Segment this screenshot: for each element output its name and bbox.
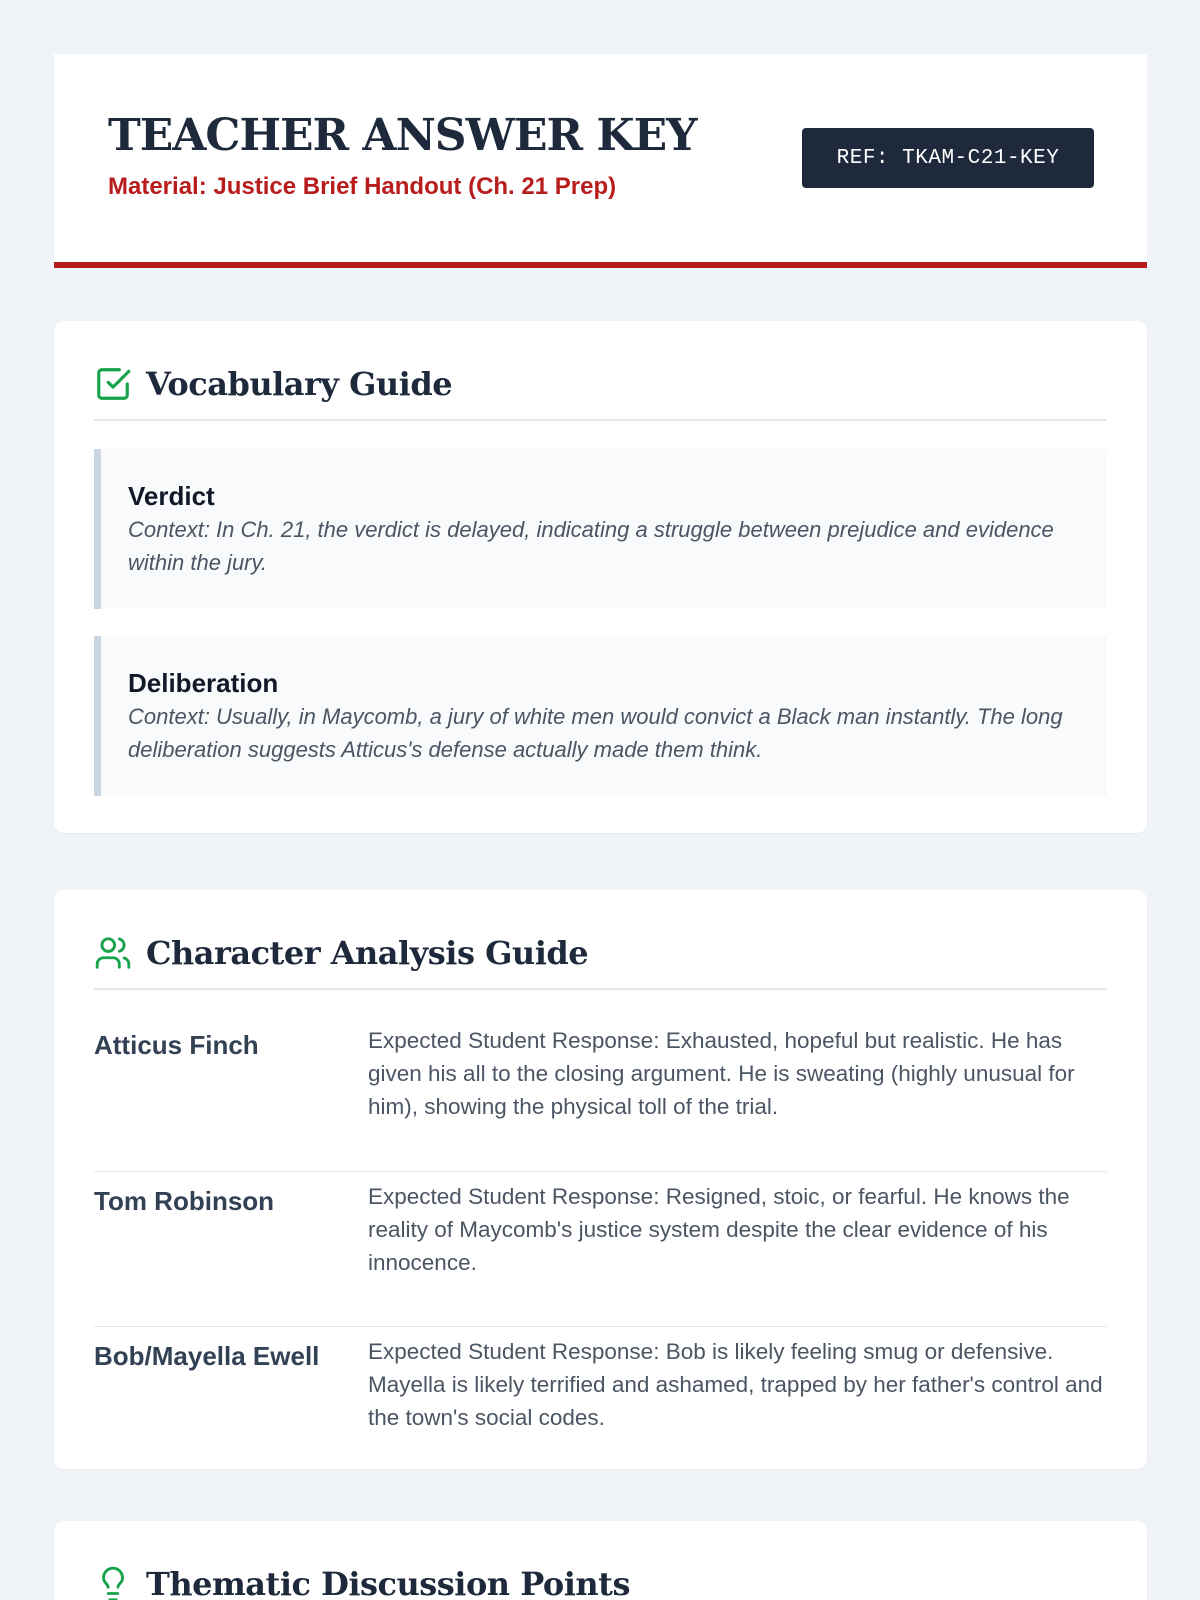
vocab-term: Verdict <box>128 481 215 511</box>
lightbulb-icon <box>94 1565 132 1600</box>
character-name: Atticus Finch <box>94 1030 259 1060</box>
character-response: Expected Student Response: Bob is likely feeling smug or defensive. Mayella is likely terrified and ashamed, trapped by her father's control and the town's social codes. <box>368 1339 1103 1430</box>
vocab-context: Context: Usually, in Maycomb, a jury of white men would convict a Black man instantly. The long deliberation suggests Atticus's defense actually made them think. <box>128 704 1063 762</box>
character-response: Expected Student Response: Exhausted, hopeful but realistic. He has given his all to the closing argument. He is sweating (highly unusual for him), showing the physical toll of the trial. <box>368 1028 1075 1119</box>
material-subtitle: Material: Justice Brief Handout (Ch. 21 Prep) <box>108 173 617 200</box>
character-row <box>94 1327 1107 1467</box>
header-card <box>54 54 1147 268</box>
vocabulary-card <box>54 321 1147 833</box>
character-row <box>94 1172 1107 1327</box>
vocab-context: Context: In Ch. 21, the verdict is delayed, indicating a struggle between prejudice and evidence within the jury. <box>128 517 1054 575</box>
character-row <box>94 1016 1107 1172</box>
vocabulary-title: Vocabulary Guide <box>146 365 453 403</box>
vocab-term: Deliberation <box>128 668 279 698</box>
character-analysis-title: Character Analysis Guide <box>146 934 589 972</box>
character-name: Bob/Mayella Ewell <box>94 1341 320 1371</box>
thematic-title: Thematic Discussion Points <box>146 1565 630 1600</box>
answer-key-page <box>54 54 1147 1600</box>
page-title: TEACHER ANSWER KEY <box>108 110 697 161</box>
vocabulary-header <box>94 365 1107 421</box>
thematic-card <box>54 1521 1147 1600</box>
vocab-item <box>94 449 1107 609</box>
character-analysis-header <box>94 934 1107 990</box>
check-square-icon <box>94 365 132 403</box>
character-analysis-card <box>54 890 1147 1469</box>
character-name: Tom Robinson <box>94 1186 275 1216</box>
users-icon <box>94 934 132 972</box>
character-response: Expected Student Response: Resigned, stoic, or fearful. He knows the reality of Maycomb's justice system despite the clear evidence of his innocence. <box>368 1184 1070 1275</box>
vocab-item <box>94 636 1107 796</box>
thematic-header <box>94 1565 1107 1600</box>
reference-badge: REF: TKAM-C21-KEY <box>802 128 1094 188</box>
